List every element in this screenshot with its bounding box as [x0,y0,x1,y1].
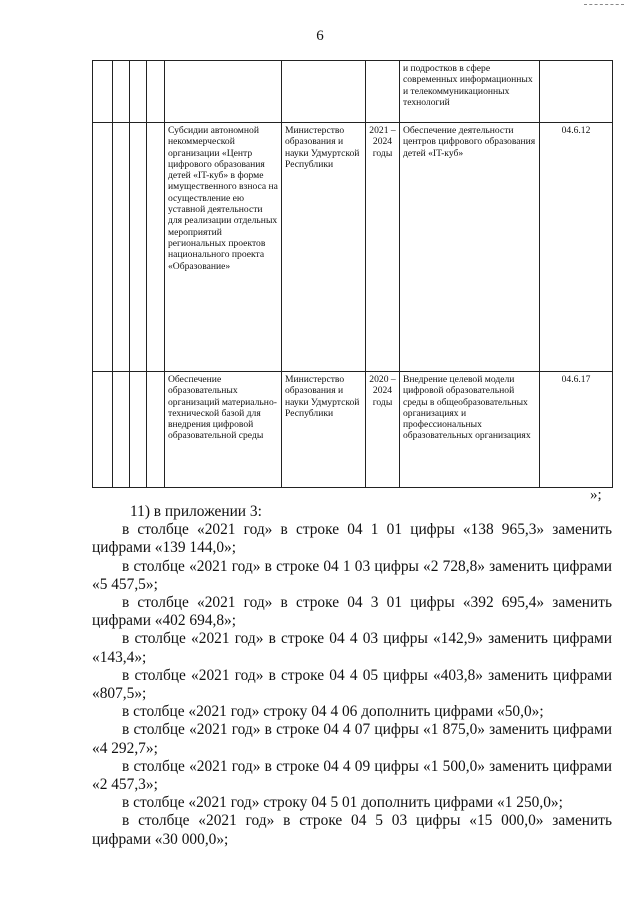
paragraph: в столбце «2021 год» в строке 04 4 03 цифры «142,9» заменить цифрами «143,4»; [92,630,612,666]
table-cell-code: 04.6.17 [540,372,613,488]
table-cell-years: 2021 – 2024 годы [366,123,400,372]
paragraph: в столбце «2021 год» в строке 04 1 01 цифры «138 965,3» заменить цифрами «139 144,0»; [92,521,612,557]
table-cell-col3 [130,61,147,123]
table-row [93,372,613,488]
paragraph: в столбце «2021 год» строку 04 5 01 дополнить цифрами «1 250,0»; [122,794,563,812]
paragraph: в столбце «2021 год» строку 04 4 06 дополнить цифрами «50,0»; [122,703,544,721]
table-cell-col2 [113,123,130,372]
table-cell-result: и подростков в сфере современных информационных и телекоммуникационных технологий [400,61,540,123]
table-cell-col1 [93,61,113,123]
table-cell-col4 [147,123,165,372]
table-cell-name: Обеспечение образовательных организаций материально-технической базой для внедрения цифровой образовательной среды [165,372,282,488]
table-cell-col2 [113,372,130,488]
table-cell-years [366,61,400,123]
table-cell-result: Внедрение целевой модели цифровой образовательной среды в общеобразовательных организациях и профессиональных образовательных организациях [400,372,540,488]
paragraph: в столбце «2021 год» в строке 04 4 07 цифры «1 875,0» заменить цифрами «4 292,7»; [92,721,612,757]
table-cell-result: Обеспечение деятельности центров цифрового образования детей «IT-куб» [400,123,540,372]
paragraph: в столбце «2021 год» в строке 04 4 05 цифры «403,8» заменить цифрами «807,5»; [92,666,612,703]
table-row [93,61,613,123]
table-cell-executor: Министерство образования и науки Удмуртской Республики [282,372,366,488]
table-cell-name: Субсидии автономной некоммерческой организации «Центр цифрового образования детей «IT-куб» в форме имущественного взноса на осуществление ею уставной деятельности для реализации отдельных мероприятий региональных проектов национального проекта «Образование» [165,123,282,372]
table-cell-col2 [113,61,130,123]
paragraph: в столбце «2021 год» в строке 04 5 03 цифры «15 000,0» заменить цифрами «30 000,0»; [92,812,612,848]
table-cell-col4 [147,61,165,123]
table-row [93,123,613,372]
table-closing-mark: »; [590,487,602,503]
table-cell-code: 04.6.12 [540,123,613,372]
table-cell-col1 [93,123,113,372]
table-cell-col4 [147,372,165,488]
table-cell-code [540,61,613,123]
scan-corner-mark [584,4,624,6]
paragraph: в столбце «2021 год» в строке 04 4 09 цифры «1 500,0» заменить цифрами «2 457,3»; [92,757,612,794]
amendment-text [92,503,612,849]
program-table [92,60,613,488]
paragraph: в столбце «2021 год» в строке 04 3 01 цифры «392 695,4» заменить цифрами «402 694,8»; [92,594,612,630]
table-cell-col3 [130,372,147,488]
paragraph: в столбце «2021 год» в строке 04 1 03 цифры «2 728,8» заменить цифрами «5 457,5»; [92,557,612,593]
table-cell-col3 [130,123,147,372]
paragraph: 11) в приложении 3: [130,503,262,520]
table-cell-executor: Министерство образования и науки Удмуртской Республики [282,123,366,372]
table-cell-name [165,61,282,123]
table-cell-col1 [93,372,113,488]
table-cell-years: 2020 – 2024 годы [366,372,400,488]
page-number: 6 [316,28,324,44]
table-cell-executor [282,61,366,123]
